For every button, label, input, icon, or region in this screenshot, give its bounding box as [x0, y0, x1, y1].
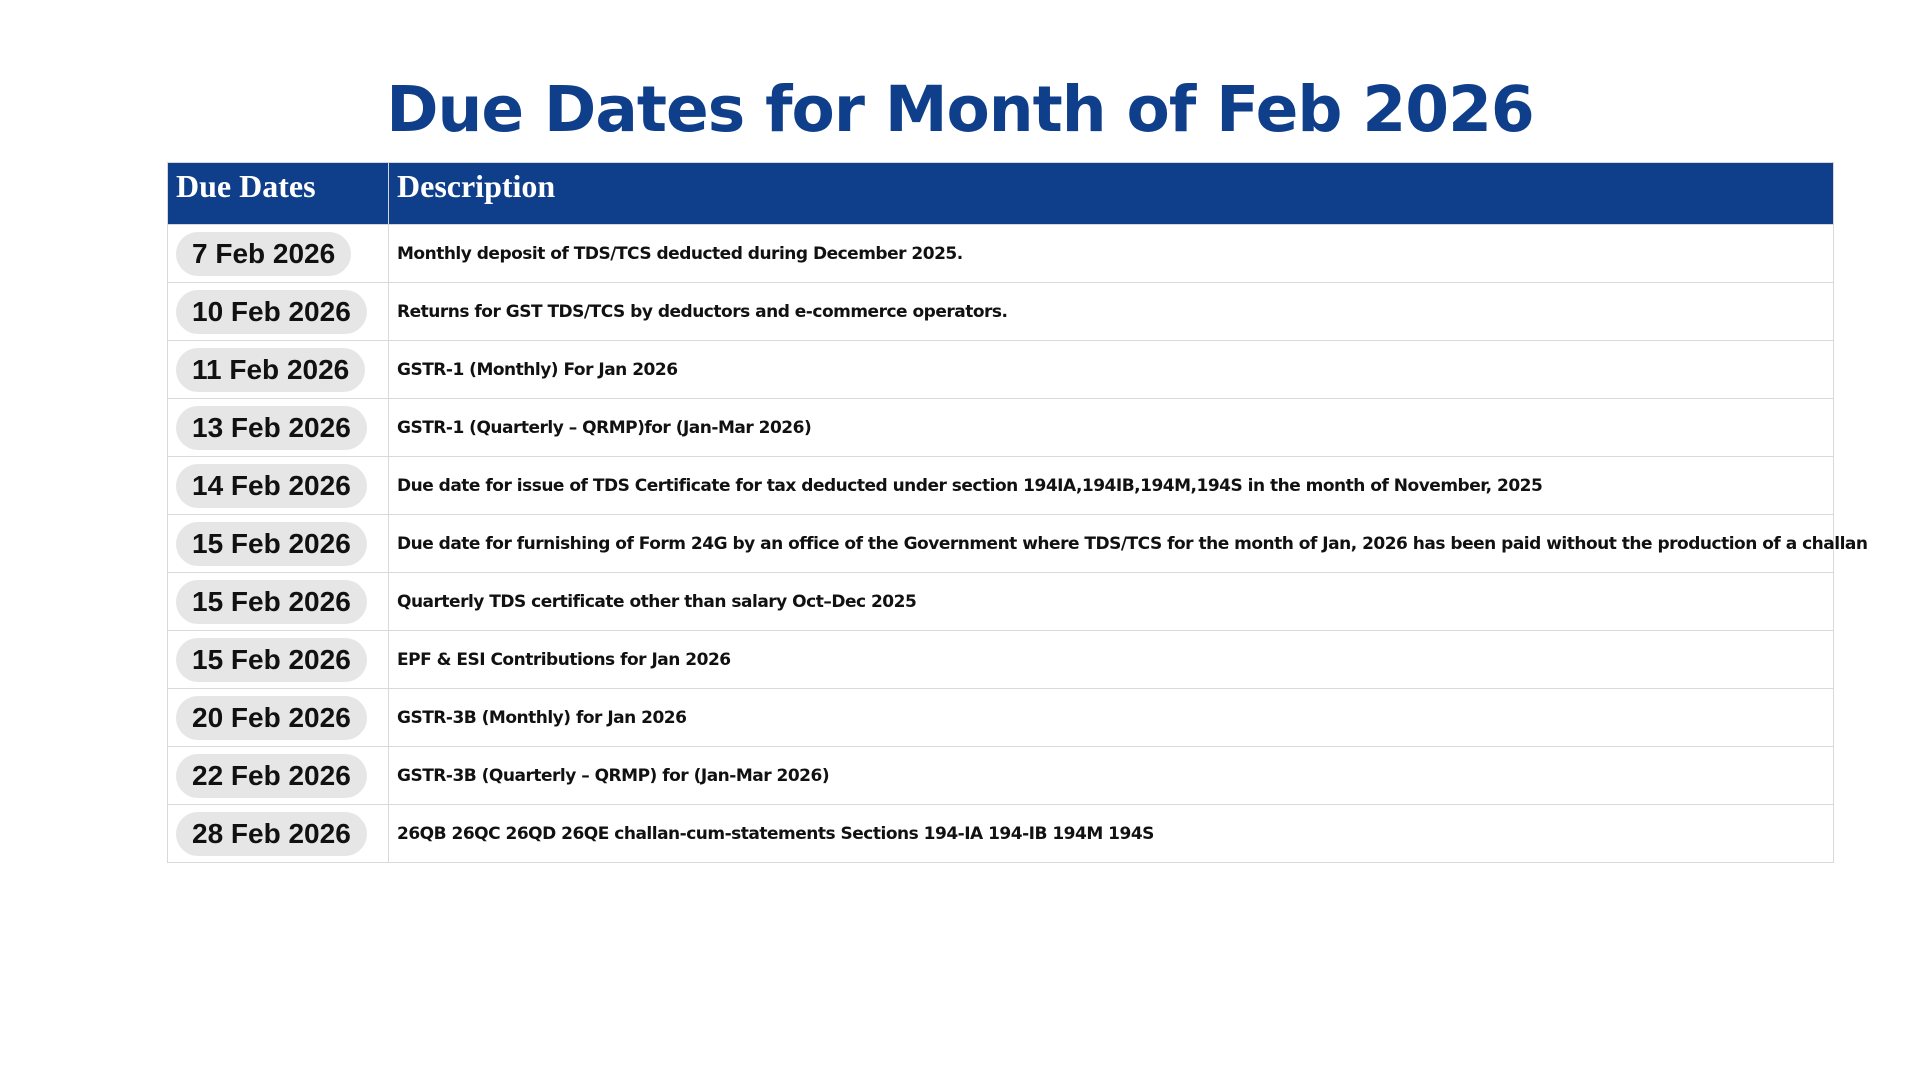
table-row [168, 515, 1834, 573]
description-cell [389, 573, 1834, 631]
table-row [168, 805, 1834, 863]
description-cell [389, 283, 1834, 341]
description-cell [389, 689, 1834, 747]
due-date-cell [168, 573, 389, 631]
description-text: GSTR-3B (Monthly) for Jan 2026 [397, 707, 687, 728]
due-date-cell [168, 341, 389, 399]
due-date-badge: 7 Feb 2026 [176, 232, 351, 276]
description-cell [389, 399, 1834, 457]
due-date-cell [168, 747, 389, 805]
due-date-badge: 15 Feb 2026 [176, 580, 367, 624]
due-date-cell [168, 225, 389, 283]
due-date-cell [168, 631, 389, 689]
description-cell [389, 341, 1834, 399]
table-row [168, 283, 1834, 341]
description-text: Quarterly TDS certificate other than salary Oct–Dec 2025 [397, 591, 917, 612]
description-cell [389, 225, 1834, 283]
due-date-cell [168, 399, 389, 457]
description-cell [389, 515, 1868, 573]
due-date-badge: 15 Feb 2026 [176, 638, 367, 682]
description-cell [389, 457, 1834, 515]
table-row [168, 341, 1834, 399]
description-text: Due date for furnishing of Form 24G by an office of the Government where TDS/TCS for the month of Jan, 2026 has been paid without the production of a challan [397, 533, 1868, 554]
description-text: Monthly deposit of TDS/TCS deducted during December 2025. [397, 243, 963, 264]
table-row [168, 631, 1834, 689]
description-text: GSTR-1 (Quarterly – QRMP)for (Jan-Mar 2026) [397, 417, 812, 438]
due-date-cell [168, 515, 389, 573]
due-date-badge: 14 Feb 2026 [176, 464, 367, 508]
due-date-badge: 20 Feb 2026 [176, 696, 367, 740]
table-row [168, 399, 1834, 457]
description-cell [389, 631, 1834, 689]
table-header-row [168, 163, 1834, 225]
due-date-badge: 15 Feb 2026 [176, 522, 367, 566]
description-text: GSTR-3B (Quarterly – QRMP) for (Jan-Mar 2026) [397, 765, 830, 786]
due-date-badge: 22 Feb 2026 [176, 754, 367, 798]
description-text: GSTR-1 (Monthly) For Jan 2026 [397, 359, 678, 380]
description-text: EPF & ESI Contributions for Jan 2026 [397, 649, 731, 670]
description-cell [389, 747, 1834, 805]
due-date-cell [168, 283, 389, 341]
table-row [168, 225, 1834, 283]
column-header-due-dates: Due Dates [168, 163, 389, 225]
page-title: Due Dates for Month of Feb 2026 [386, 73, 1534, 146]
description-cell [389, 805, 1834, 863]
due-date-badge: 28 Feb 2026 [176, 812, 367, 856]
due-date-cell [168, 457, 389, 515]
due-date-cell [168, 805, 389, 863]
due-dates-table [167, 162, 1868, 863]
description-text: Returns for GST TDS/TCS by deductors and e-commerce operators. [397, 301, 1008, 322]
description-text: Due date for issue of TDS Certificate for tax deducted under section 194IA,194IB,194M,194S in the month of November, 2025 [397, 475, 1543, 496]
table-row [168, 573, 1834, 631]
table-row [168, 457, 1834, 515]
due-date-badge: 10 Feb 2026 [176, 290, 367, 334]
table-row [168, 689, 1834, 747]
due-date-cell [168, 689, 389, 747]
column-header-description: Description [389, 163, 1834, 225]
table-row [168, 747, 1834, 805]
due-date-badge: 11 Feb 2026 [176, 348, 365, 392]
due-date-badge: 13 Feb 2026 [176, 406, 367, 450]
description-text: 26QB 26QC 26QD 26QE challan-cum-statements Sections 194-IA 194-IB 194M 194S [397, 823, 1154, 844]
